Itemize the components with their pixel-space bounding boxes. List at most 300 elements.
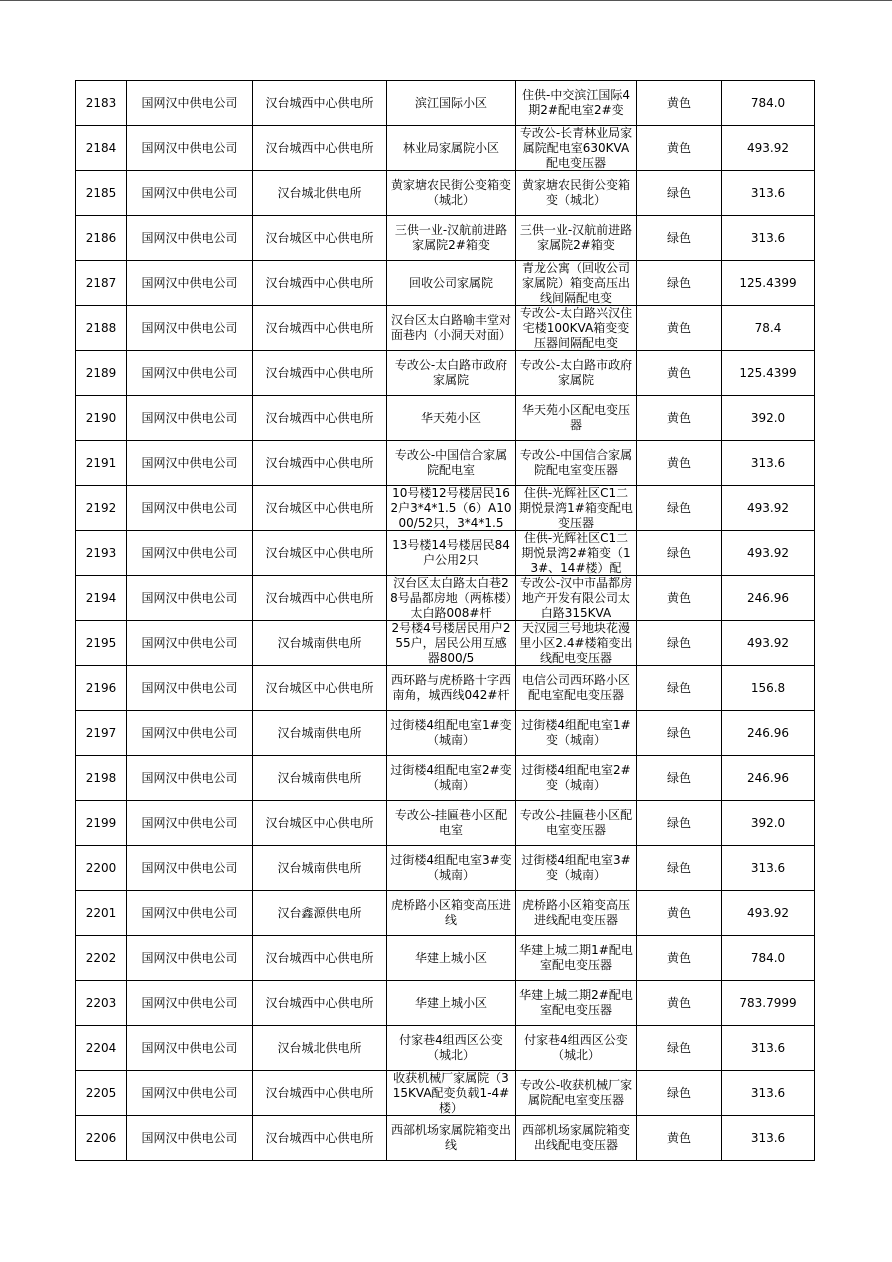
- status-color-cell: [637, 81, 722, 126]
- company-text: 国网汉中供电公司: [141, 500, 238, 515]
- row-number-text: 2189: [85, 365, 117, 380]
- row-number-text: 2200: [85, 860, 117, 875]
- table-row: [76, 486, 815, 531]
- status-color-text: 黄色: [666, 905, 691, 920]
- value-cell: [722, 1116, 815, 1161]
- status-color-text: 绿色: [666, 1040, 691, 1055]
- row-number-cell: [76, 891, 127, 936]
- station-cell: [253, 1116, 387, 1161]
- status-color-text: 黄色: [666, 140, 691, 155]
- area-text: 专改公-挂匾巷小区配电室: [394, 808, 508, 837]
- transformer-text: 天汉园三号地块花漫里小区2.4#楼箱变出线配电变压器: [519, 621, 633, 665]
- value-cell: [722, 441, 815, 486]
- company-text: 国网汉中供电公司: [141, 995, 238, 1010]
- status-color-cell: [637, 891, 722, 936]
- value-cell: [722, 666, 815, 711]
- transformer-cell: [516, 1116, 637, 1161]
- value-text: 313.6: [750, 1085, 786, 1100]
- row-number-cell: [76, 801, 127, 846]
- value-text: 313.6: [750, 455, 786, 470]
- table-row: [76, 1116, 815, 1161]
- status-color-cell: [637, 531, 722, 576]
- transformer-text: 住供-中交滨江国际4期2#配电室2#变: [522, 88, 630, 117]
- company-cell: [127, 891, 253, 936]
- row-number-text: 2188: [85, 320, 117, 335]
- company-text: 国网汉中供电公司: [141, 1130, 238, 1145]
- company-text: 国网汉中供电公司: [141, 320, 238, 335]
- status-color-text: 黄色: [666, 320, 691, 335]
- transformer-cell: [516, 171, 637, 216]
- row-number-text: 2185: [85, 185, 117, 200]
- station-text: 汉台城西中心供电所: [265, 365, 374, 380]
- station-cell: [253, 936, 387, 981]
- station-text: 汉台城南供电所: [277, 635, 362, 650]
- status-color-text: 黄色: [666, 590, 691, 605]
- value-text: 493.92: [747, 545, 789, 560]
- transformer-cell: [516, 396, 637, 441]
- status-color-text: 黄色: [666, 995, 691, 1010]
- table-row: [76, 351, 815, 396]
- transformer-text: 专改公-太白路市政府家属院: [519, 358, 633, 387]
- station-text: 汉台城区中心供电所: [265, 230, 374, 245]
- station-text: 汉台城西中心供电所: [265, 320, 374, 335]
- area-cell: [387, 756, 516, 801]
- area-text: 滨江国际小区: [414, 95, 487, 110]
- value-cell: [722, 846, 815, 891]
- company-text: 国网汉中供电公司: [141, 455, 238, 470]
- station-text: 汉台城西中心供电所: [265, 410, 374, 425]
- value-cell: [722, 936, 815, 981]
- company-cell: [127, 711, 253, 756]
- row-number-text: 2199: [85, 815, 117, 830]
- area-cell: [387, 936, 516, 981]
- table-row: [76, 801, 815, 846]
- transformer-cell: [516, 126, 637, 171]
- value-cell: [722, 486, 815, 531]
- transformer-text: 电信公司西环路小区配电室配电变压器: [521, 673, 630, 702]
- row-number-text: 2197: [85, 725, 117, 740]
- table-row: [76, 1071, 815, 1116]
- station-cell: [253, 351, 387, 396]
- status-color-cell: [637, 1026, 722, 1071]
- area-text: 西部机场家属院箱变出线: [390, 1123, 511, 1152]
- row-number-cell: [76, 171, 127, 216]
- status-color-text: 绿色: [666, 635, 691, 650]
- value-text: 313.6: [750, 1040, 786, 1055]
- area-cell: [387, 1116, 516, 1161]
- row-number-cell: [76, 531, 127, 576]
- area-cell: [387, 846, 516, 891]
- area-text: 过街楼4组配电室1#变（城南）: [390, 718, 512, 747]
- area-cell: [387, 666, 516, 711]
- row-number-cell: [76, 396, 127, 441]
- station-text: 汉台城西中心供电所: [265, 275, 374, 290]
- value-cell: [722, 576, 815, 621]
- row-number-text: 2190: [85, 410, 117, 425]
- transformer-text: 黄家塘农民街公变箱变（城北）: [521, 178, 630, 207]
- transformer-text: 华建上城二期2#配电室配电变压器: [519, 988, 633, 1017]
- row-number-text: 2191: [85, 455, 117, 470]
- area-cell: [387, 981, 516, 1026]
- station-cell: [253, 801, 387, 846]
- row-number-text: 2206: [85, 1130, 117, 1145]
- value-cell: [722, 1071, 815, 1116]
- data-table: [75, 80, 815, 1161]
- table-row: [76, 936, 815, 981]
- row-number-text: 2192: [85, 500, 117, 515]
- status-color-cell: [637, 711, 722, 756]
- row-number-cell: [76, 486, 127, 531]
- area-text: 华天苑小区: [420, 410, 481, 425]
- station-text: 汉台城区中心供电所: [265, 815, 374, 830]
- area-text: 付家巷4组西区公变（城北）: [399, 1033, 503, 1062]
- area-cell: [387, 441, 516, 486]
- company-cell: [127, 441, 253, 486]
- status-color-cell: [637, 801, 722, 846]
- area-cell: [387, 396, 516, 441]
- status-color-cell: [637, 126, 722, 171]
- value-cell: [722, 621, 815, 666]
- table-row: [76, 171, 815, 216]
- company-cell: [127, 261, 253, 306]
- company-text: 国网汉中供电公司: [141, 680, 238, 695]
- status-color-text: 绿色: [666, 230, 691, 245]
- station-text: 汉台城西中心供电所: [265, 455, 374, 470]
- company-cell: [127, 126, 253, 171]
- value-text: 125.4399: [739, 365, 797, 380]
- area-text: 专改公-太白路市政府家属院: [394, 358, 508, 387]
- company-cell: [127, 81, 253, 126]
- status-color-text: 黄色: [666, 365, 691, 380]
- area-cell: [387, 801, 516, 846]
- company-cell: [127, 936, 253, 981]
- area-text: 汉台区太白路喻丰堂对面巷内（小洞天对面）: [390, 313, 511, 342]
- table-row: [76, 711, 815, 756]
- transformer-text: 青龙公寓（回收公司家属院）箱变高压出线间隔配电变: [521, 261, 630, 305]
- area-text: 华建上城小区: [414, 950, 487, 965]
- row-number-text: 2198: [85, 770, 117, 785]
- company-text: 国网汉中供电公司: [141, 590, 238, 605]
- status-color-text: 黄色: [666, 455, 691, 470]
- row-number-cell: [76, 216, 127, 261]
- row-number-cell: [76, 936, 127, 981]
- area-text: 林业局家属院小区: [402, 140, 499, 155]
- transformer-cell: [516, 576, 637, 621]
- area-cell: [387, 126, 516, 171]
- company-cell: [127, 666, 253, 711]
- status-color-text: 黄色: [666, 410, 691, 425]
- row-number-cell: [76, 1071, 127, 1116]
- value-cell: [722, 396, 815, 441]
- status-color-cell: [637, 981, 722, 1026]
- value-text: 784.0: [750, 95, 786, 110]
- company-cell: [127, 576, 253, 621]
- table-row: [76, 396, 815, 441]
- row-number-cell: [76, 1116, 127, 1161]
- row-number-cell: [76, 756, 127, 801]
- value-cell: [722, 891, 815, 936]
- company-cell: [127, 621, 253, 666]
- area-text: 过街楼4组配电室2#变（城南）: [390, 763, 512, 792]
- station-text: 汉台城区中心供电所: [265, 500, 374, 515]
- status-color-cell: [637, 621, 722, 666]
- transformer-cell: [516, 801, 637, 846]
- transformer-cell: [516, 1071, 637, 1116]
- transformer-text: 专改公-收获机械厂家属院配电室变压器: [519, 1078, 633, 1107]
- table-row: [76, 441, 815, 486]
- transformer-cell: [516, 981, 637, 1026]
- company-cell: [127, 486, 253, 531]
- row-number-text: 2193: [85, 545, 117, 560]
- table-row: [76, 621, 815, 666]
- area-text: 回收公司家属院: [408, 275, 493, 290]
- value-text: 392.0: [750, 815, 786, 830]
- station-cell: [253, 756, 387, 801]
- transformer-text: 三供一业-汉航前进路家属院2#箱变: [519, 223, 633, 252]
- transformer-cell: [516, 756, 637, 801]
- value-text: 783.7999: [739, 995, 797, 1010]
- status-color-cell: [637, 846, 722, 891]
- value-cell: [722, 981, 815, 1026]
- area-text: 13号楼14号楼居民84户公用2只: [392, 538, 510, 567]
- company-cell: [127, 756, 253, 801]
- area-text: 西环路与虎桥路十字西南角，城西线042#杆: [390, 673, 511, 702]
- page-top-rule: [0, 0, 892, 1]
- company-text: 国网汉中供电公司: [141, 95, 238, 110]
- value-text: 78.4: [754, 320, 782, 335]
- station-cell: [253, 126, 387, 171]
- transformer-text: 专改公-太白路兴汉住宅楼100KVA箱变变压器间隔配电变: [519, 306, 633, 350]
- transformer-text: 专改公-中国信合家属院配电室变压器: [519, 448, 633, 477]
- table-row: [76, 216, 815, 261]
- transformer-text: 过街楼4组配电室1#变（城南）: [521, 718, 631, 747]
- transformer-cell: [516, 441, 637, 486]
- transformer-text: 付家巷4组西区公变（城北）: [524, 1033, 628, 1062]
- area-cell: [387, 711, 516, 756]
- station-cell: [253, 261, 387, 306]
- status-color-text: 绿色: [666, 770, 691, 785]
- station-text: 汉台城西中心供电所: [265, 950, 374, 965]
- area-text: 黄家塘农民街公变箱变（城北）: [390, 178, 511, 207]
- row-number-cell: [76, 81, 127, 126]
- row-number-text: 2195: [85, 635, 117, 650]
- table-row: [76, 981, 815, 1026]
- value-text: 313.6: [750, 230, 786, 245]
- company-cell: [127, 216, 253, 261]
- company-text: 国网汉中供电公司: [141, 725, 238, 740]
- transformer-text: 虎桥路小区箱变高压进线配电变压器: [521, 898, 630, 927]
- status-color-cell: [637, 576, 722, 621]
- transformer-text: 专改公-长青林业局家属院配电室630KVA配电变压器: [519, 126, 633, 170]
- status-color-text: 黄色: [666, 950, 691, 965]
- value-text: 493.92: [747, 635, 789, 650]
- transformer-text: 华建上城二期1#配电室配电变压器: [519, 943, 633, 972]
- value-text: 246.96: [747, 590, 789, 605]
- station-cell: [253, 81, 387, 126]
- area-cell: [387, 486, 516, 531]
- station-cell: [253, 486, 387, 531]
- row-number-cell: [76, 1026, 127, 1071]
- area-cell: [387, 1026, 516, 1071]
- station-cell: [253, 171, 387, 216]
- value-text: 493.92: [747, 140, 789, 155]
- transformer-cell: [516, 531, 637, 576]
- value-text: 156.8: [750, 680, 786, 695]
- company-cell: [127, 846, 253, 891]
- company-text: 国网汉中供电公司: [141, 770, 238, 785]
- table-row: [76, 666, 815, 711]
- station-text: 汉台城区中心供电所: [265, 680, 374, 695]
- row-number-text: 2201: [85, 905, 117, 920]
- company-text: 国网汉中供电公司: [141, 635, 238, 650]
- value-text: 392.0: [750, 410, 786, 425]
- value-cell: [722, 711, 815, 756]
- transformer-cell: [516, 846, 637, 891]
- status-color-cell: [637, 486, 722, 531]
- table-row: [76, 1026, 815, 1071]
- company-text: 国网汉中供电公司: [141, 230, 238, 245]
- status-color-text: 绿色: [666, 815, 691, 830]
- status-color-text: 黄色: [666, 95, 691, 110]
- status-color-cell: [637, 396, 722, 441]
- company-cell: [127, 351, 253, 396]
- row-number-text: 2205: [85, 1085, 117, 1100]
- value-text: 313.6: [750, 1130, 786, 1145]
- area-text: 过街楼4组配电室3#变（城南）: [390, 853, 512, 882]
- status-color-text: 绿色: [666, 185, 691, 200]
- area-cell: [387, 621, 516, 666]
- company-cell: [127, 801, 253, 846]
- station-text: 汉台城西中心供电所: [265, 140, 374, 155]
- row-number-text: 2202: [85, 950, 117, 965]
- status-color-cell: [637, 666, 722, 711]
- status-color-cell: [637, 936, 722, 981]
- company-cell: [127, 306, 253, 351]
- value-text: 125.4399: [739, 275, 797, 290]
- company-text: 国网汉中供电公司: [141, 815, 238, 830]
- value-cell: [722, 81, 815, 126]
- area-text: 2号楼4号楼居民用户255户，居民公用互感器800/5: [391, 621, 511, 665]
- transformer-text: 过街楼4组配电室3#变（城南）: [521, 853, 631, 882]
- table-row: [76, 531, 815, 576]
- table-row: [76, 306, 815, 351]
- station-text: 汉台城南供电所: [277, 725, 362, 740]
- value-cell: [722, 216, 815, 261]
- row-number-cell: [76, 126, 127, 171]
- transformer-text: 专改公-汉中市晶都房地产开发有限公司太白路315KVA: [519, 576, 633, 620]
- area-text: 华建上城小区: [414, 995, 487, 1010]
- area-cell: [387, 81, 516, 126]
- company-text: 国网汉中供电公司: [141, 860, 238, 875]
- row-number-text: 2186: [85, 230, 117, 245]
- station-text: 汉台鑫源供电所: [277, 905, 362, 920]
- area-cell: [387, 306, 516, 351]
- transformer-cell: [516, 891, 637, 936]
- station-cell: [253, 891, 387, 936]
- status-color-cell: [637, 1071, 722, 1116]
- company-text: 国网汉中供电公司: [141, 140, 238, 155]
- status-color-cell: [637, 171, 722, 216]
- status-color-cell: [637, 441, 722, 486]
- row-number-text: 2196: [85, 680, 117, 695]
- company-text: 国网汉中供电公司: [141, 185, 238, 200]
- value-text: 313.6: [750, 860, 786, 875]
- transformer-cell: [516, 936, 637, 981]
- transformer-text: 住供-光辉社区C1二期悦景湾2#箱变（13#、14#楼）配: [521, 531, 631, 575]
- station-cell: [253, 396, 387, 441]
- row-number-cell: [76, 981, 127, 1026]
- row-number-cell: [76, 711, 127, 756]
- station-text: 汉台城北供电所: [277, 185, 362, 200]
- company-cell: [127, 981, 253, 1026]
- station-text: 汉台城北供电所: [277, 1040, 362, 1055]
- row-number-cell: [76, 441, 127, 486]
- company-text: 国网汉中供电公司: [141, 545, 238, 560]
- status-color-text: 绿色: [666, 1085, 691, 1100]
- station-cell: [253, 981, 387, 1026]
- row-number-cell: [76, 666, 127, 711]
- area-text: 虎桥路小区箱变高压进线: [390, 898, 511, 927]
- status-color-text: 绿色: [666, 680, 691, 695]
- transformer-cell: [516, 306, 637, 351]
- area-cell: [387, 576, 516, 621]
- station-text: 汉台城南供电所: [277, 860, 362, 875]
- row-number-cell: [76, 621, 127, 666]
- row-number-cell: [76, 576, 127, 621]
- value-cell: [722, 171, 815, 216]
- station-text: 汉台城西中心供电所: [265, 1085, 374, 1100]
- status-color-text: 黄色: [666, 1130, 691, 1145]
- transformer-cell: [516, 81, 637, 126]
- table-row: [76, 756, 815, 801]
- transformer-cell: [516, 351, 637, 396]
- area-cell: [387, 351, 516, 396]
- status-color-cell: [637, 1116, 722, 1161]
- value-cell: [722, 351, 815, 396]
- transformer-cell: [516, 711, 637, 756]
- row-number-text: 2187: [85, 275, 117, 290]
- station-text: 汉台城西中心供电所: [265, 995, 374, 1010]
- company-cell: [127, 1071, 253, 1116]
- value-text: 246.96: [747, 770, 789, 785]
- company-text: 国网汉中供电公司: [141, 1085, 238, 1100]
- station-text: 汉台城西中心供电所: [265, 95, 374, 110]
- status-color-text: 绿色: [666, 275, 691, 290]
- transformer-text: 专改公-挂匾巷小区配电室变压器: [519, 808, 633, 837]
- status-color-cell: [637, 216, 722, 261]
- table-row: [76, 891, 815, 936]
- area-cell: [387, 891, 516, 936]
- row-number-cell: [76, 261, 127, 306]
- status-color-text: 绿色: [666, 500, 691, 515]
- row-number-text: 2204: [85, 1040, 117, 1055]
- row-number-cell: [76, 306, 127, 351]
- value-cell: [722, 126, 815, 171]
- station-cell: [253, 576, 387, 621]
- company-cell: [127, 1026, 253, 1071]
- company-text: 国网汉中供电公司: [141, 950, 238, 965]
- transformer-text: 西部机场家属院箱变出线配电变压器: [521, 1123, 630, 1152]
- station-cell: [253, 1026, 387, 1071]
- status-color-text: 绿色: [666, 725, 691, 740]
- area-cell: [387, 171, 516, 216]
- company-cell: [127, 1116, 253, 1161]
- value-cell: [722, 531, 815, 576]
- row-number-cell: [76, 351, 127, 396]
- status-color-text: 绿色: [666, 545, 691, 560]
- value-text: 493.92: [747, 500, 789, 515]
- station-cell: [253, 666, 387, 711]
